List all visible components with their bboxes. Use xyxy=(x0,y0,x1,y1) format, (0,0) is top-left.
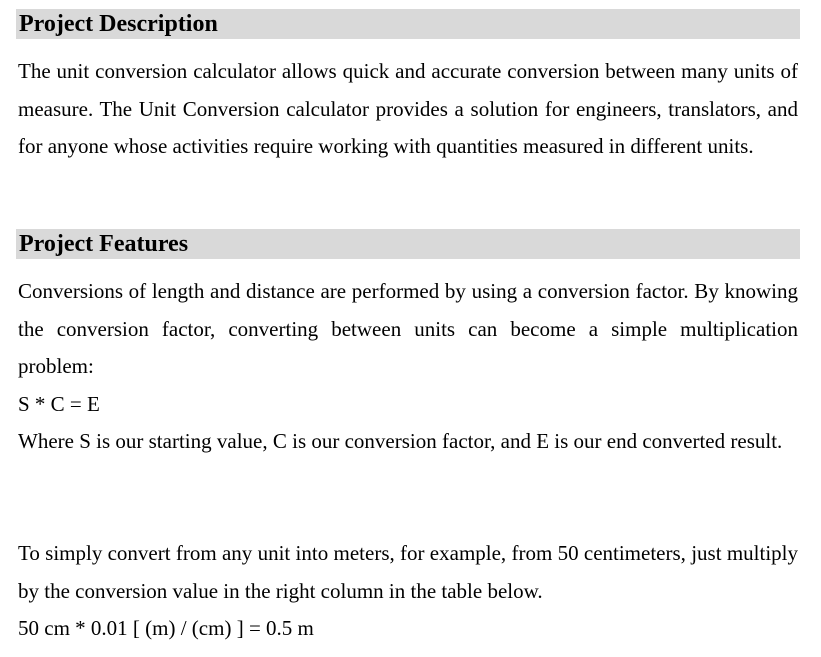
section-header-project-features xyxy=(16,229,800,259)
features-paragraph-convert-to-meters: To simply convert from any unit into meters, for example, from 50 centimeters, just multiply by the conversion value in the right column in the table below. xyxy=(18,541,798,603)
example-calculation-line: 50 cm * 0.01 [ (m) / (cm) ] = 0.5 m xyxy=(18,616,314,640)
description-paragraph: The unit conversion calculator allows quick and accurate conversion between many units of measure. The Unit Conversion calculator provides a solution for engineers, translators, and for anyone whose activities require working with quantities measured in different units. xyxy=(18,59,798,158)
features-paragraph-conversion-factor: Conversions of length and distance are performed by using a conversion factor. By knowing the conversion factor, converting between units can become a simple multiplication problem: xyxy=(18,279,798,378)
formula-line: S * C = E xyxy=(18,392,100,416)
section-title: Project Description xyxy=(19,11,218,37)
section-title: Project Features xyxy=(19,231,189,257)
section-header-project-description xyxy=(16,9,800,39)
features-paragraph-formula-explanation: Where S is our starting value, C is our conversion factor, and E is our end converted result. xyxy=(18,429,783,453)
